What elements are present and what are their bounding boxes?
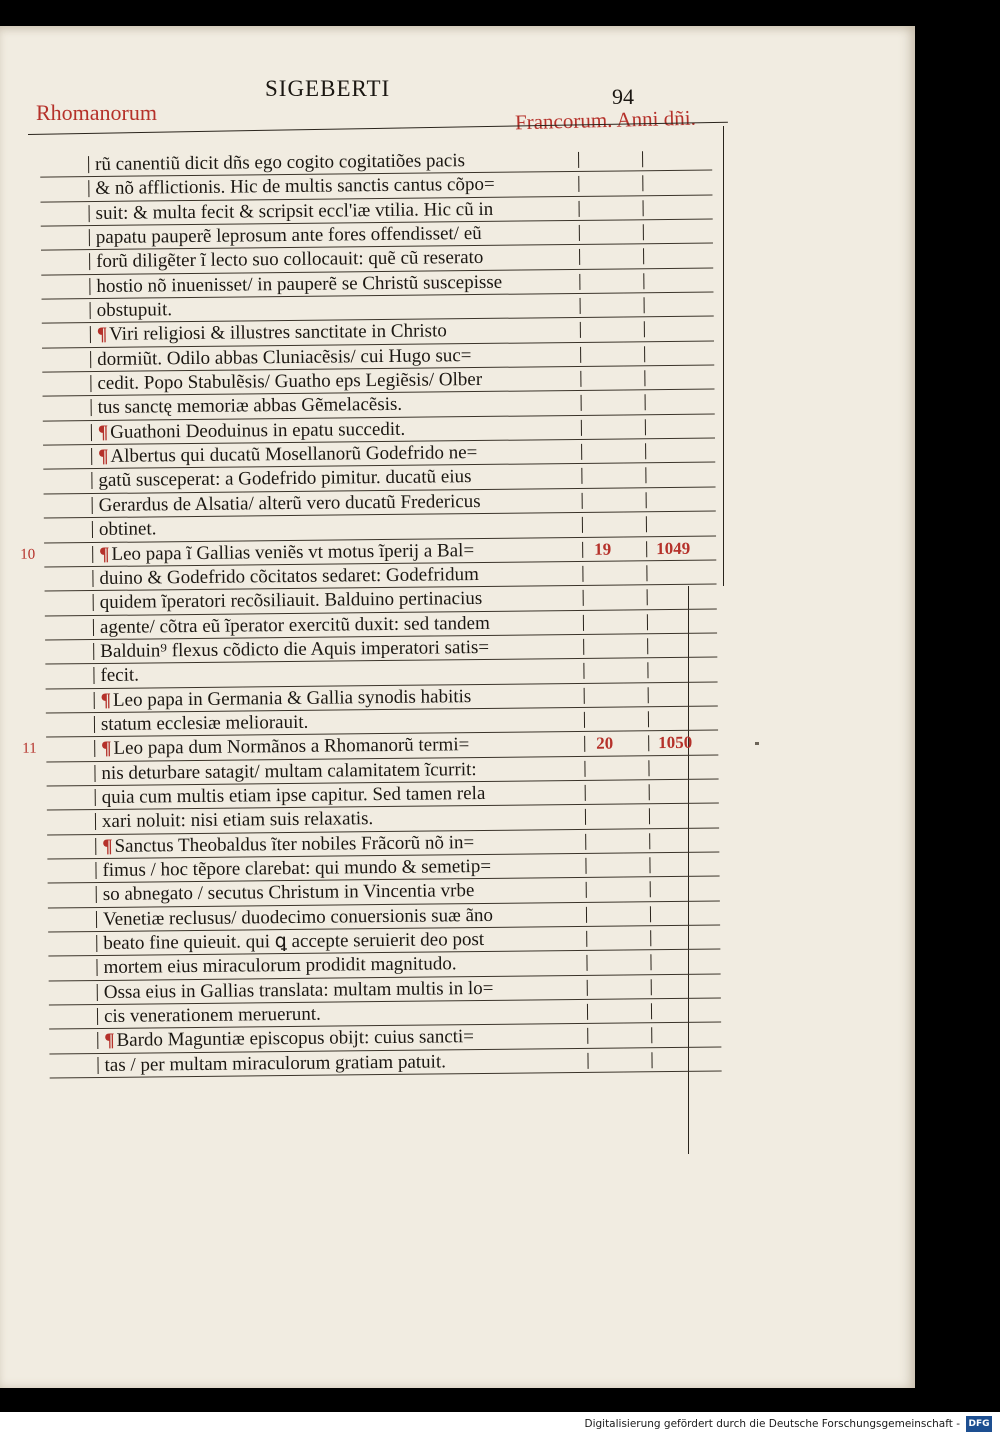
margin-bar: [97, 1057, 98, 1074]
column-bar: [647, 662, 648, 678]
line-text: [102, 807, 373, 833]
line-text: [100, 611, 490, 638]
column-bar: [644, 322, 645, 338]
line-text: [95, 173, 495, 200]
column-bar: [650, 930, 651, 946]
margin-bar: [97, 1008, 98, 1025]
column-bar: [647, 638, 648, 654]
margin-bar: [96, 886, 97, 903]
margin-bar: [97, 984, 98, 1001]
column-bar: [643, 273, 644, 289]
line-content: papatu pauperẽ leprosum ante fores offendisset/ eũ: [95, 222, 482, 249]
line-text: [95, 149, 465, 176]
column-bar: [586, 931, 587, 947]
line-text: [100, 636, 489, 663]
line-content: Albertus qui ducatũ Mosellanorũ Godefrido ne=: [110, 442, 478, 467]
pontificate-year: 11: [22, 740, 37, 758]
margin-bar: [90, 302, 91, 319]
margin-bar: [95, 813, 96, 830]
line-content: mortem eius miraculorum prodidit magnitudo.: [103, 953, 457, 979]
column-bar: [645, 443, 646, 459]
line-content: quidem ĩperatori recõsiliauit. Balduino pertinacius: [99, 588, 483, 614]
margin-bar: [88, 156, 89, 173]
column-bar: [642, 176, 643, 192]
line-text: [98, 393, 403, 419]
margin-bar: [90, 351, 91, 368]
line-content: Leo papa in Germania & Gallia synodis habitis: [112, 685, 472, 711]
column-bar: [585, 809, 586, 825]
column-bar: [587, 980, 588, 996]
chronicle-text: [0, 146, 770, 1079]
column-bar: [579, 225, 580, 241]
line-text: [96, 222, 482, 249]
line-content: cis venerationem meruerunt.: [103, 1003, 321, 1027]
line-text: [101, 758, 476, 785]
reign-year: 20: [596, 733, 614, 754]
line-content: beato fine quieuit. qui ꝗ accepte seruierit deo post: [103, 928, 485, 954]
column-bar: [587, 1004, 588, 1020]
column-bar: [648, 711, 649, 727]
margin-bar: [95, 838, 96, 855]
margin-bar: [91, 399, 92, 416]
margin-bar: [89, 278, 90, 295]
line-text: [104, 1025, 474, 1052]
line-content: duino & Godefrido cõcitatos sedaret: Godefridum: [99, 563, 479, 589]
line-text: [103, 904, 493, 931]
column-bar: [580, 347, 581, 363]
line-text: [104, 977, 494, 1004]
line-text: [99, 490, 481, 517]
line-content: xari noluit: nisi etiam suis relaxatis.: [101, 808, 374, 833]
line-text: [104, 1003, 321, 1028]
column-bar: [583, 663, 584, 679]
line-content: Guathoni Deoduinus in epatu succedit.: [110, 418, 406, 443]
column-bar: [578, 152, 579, 168]
line-content: Leo papa dum Normãnos a Rhomanorũ termi=: [113, 734, 470, 760]
line-content: Sanctus Theobaldus ĩter nobiles Frãcorũ nõ in=: [114, 831, 475, 857]
line-content: obstupuit.: [96, 299, 173, 322]
margin-bar: [95, 862, 96, 879]
column-bar: [584, 760, 585, 776]
line-text: [97, 298, 173, 322]
funding-credit: Digitalisierung gefördert durch die Deutsche Forschungsgemeinschaft -: [584, 1418, 960, 1430]
line-content: Leo papa ĩ Gallias veniẽs vt motus ĩperij a Bal=: [111, 539, 475, 565]
pontificate-year: 10: [20, 546, 36, 563]
column-bar: [646, 492, 647, 508]
margin-bar: [96, 959, 97, 976]
line-text: [99, 518, 157, 542]
column-bar: [581, 420, 582, 436]
column-bar: [649, 809, 650, 825]
column-bar: [646, 541, 647, 557]
margin-bar: [89, 253, 90, 270]
pilcrow-icon: ¶: [99, 543, 110, 565]
line-text: [98, 418, 405, 444]
left-column-heading: Rhomanorum: [36, 100, 157, 125]
column-bar: [647, 589, 648, 605]
line-text: [101, 685, 472, 712]
line-content: fimus / hoc tẽpore clarebat: qui mundo & semetip=: [102, 855, 492, 881]
line-content: dormiũt. Odilo abbas Cluniacẽsis/ cui Hugo suc=: [97, 344, 472, 370]
column-bar: [582, 493, 583, 509]
margin-bar: [94, 692, 95, 709]
line-content: tus sanctę memoriæ abbas Gẽmelacẽsis.: [97, 394, 403, 419]
column-bar: [643, 224, 644, 240]
line-content: Balduin⁹ flexus cõdicto die Aquis imperatori satis=: [100, 636, 490, 662]
pilcrow-icon: ¶: [98, 446, 109, 468]
line-text: [96, 198, 494, 225]
column-bar: [585, 834, 586, 850]
column-bar: [584, 687, 585, 703]
margin-bar: [91, 473, 92, 490]
margin-bar: [95, 789, 96, 806]
column-bar: [587, 1028, 588, 1044]
margin-bar: [93, 619, 94, 636]
book-page: [0, 26, 915, 1388]
margin-bar: [92, 497, 93, 514]
line-content: gatũ susceperat: a Godefrido pimitur. ducatũ eius: [98, 466, 472, 492]
column-bar: [645, 419, 646, 435]
margin-bar: [94, 740, 95, 757]
column-bar: [581, 395, 582, 411]
line-text: [101, 733, 469, 760]
column-bar: [578, 176, 579, 192]
column-bar: [583, 614, 584, 630]
column-bar: [648, 687, 649, 703]
margin-bar: [93, 643, 94, 660]
column-bar: [651, 1052, 652, 1068]
pilcrow-icon: ¶: [96, 324, 108, 346]
column-bar: [585, 858, 586, 874]
column-bar: [651, 1003, 652, 1019]
margin-bar: [94, 765, 95, 782]
margin-bar: [97, 1032, 98, 1049]
line-text: [98, 441, 477, 468]
line-text: [103, 928, 484, 955]
line-content: so abnegato / secutus Christum in Vincentia vrbe: [102, 880, 475, 906]
line-text: [97, 368, 482, 395]
line-content: rũ canentiũ dicit dñs ego cogito cogitatiões pacis: [95, 150, 466, 176]
line-content: nis deturbare satagit/ multam calamitatem ĩcurrit:: [101, 758, 477, 784]
line-content: agente/ cõtra eũ ĩperator exercitũ duxit: sed tandem: [99, 612, 490, 638]
column-bar: [650, 882, 651, 898]
column-bar: [644, 370, 645, 386]
column-bar: [585, 785, 586, 801]
line-content: obtinet.: [98, 518, 157, 541]
column-bar: [587, 1053, 588, 1069]
column-bar: [650, 906, 651, 922]
line-text: [104, 1050, 446, 1077]
column-bar: [584, 736, 585, 752]
line-content: fecit.: [100, 664, 140, 687]
column-bar: [580, 322, 581, 338]
column-bar: [582, 566, 583, 582]
margin-bar: [91, 448, 92, 465]
margin-bar: [96, 911, 97, 928]
line-text: [102, 782, 486, 809]
column-bar: [582, 541, 583, 557]
column-bar: [649, 857, 650, 873]
line-content: Venetiæ reclusus/ duodecimo conuersionis suæ ãno: [102, 904, 494, 930]
column-bar: [644, 346, 645, 362]
column-bar: [581, 468, 582, 484]
dfg-logo: DFG: [966, 1416, 992, 1432]
margin-bar: [92, 570, 93, 587]
margin-bar: [90, 326, 91, 343]
line-text: [96, 246, 483, 273]
line-text: [97, 320, 447, 347]
column-bar: [583, 639, 584, 655]
column-bar: [642, 151, 643, 167]
line-content: forũ diligẽter ĩ lecto suo collocauit: quẽ cũ reserato: [96, 247, 484, 273]
footer-bar: [0, 1412, 1000, 1438]
margin-bar: [92, 521, 93, 538]
pilcrow-icon: ¶: [102, 835, 113, 857]
column-bar: [584, 712, 585, 728]
margin-bar: [93, 667, 94, 684]
folio-number: 94: [612, 84, 634, 109]
line-text: [103, 953, 456, 980]
line-text: [96, 270, 502, 297]
pilcrow-icon: ¶: [97, 421, 109, 443]
column-bar: [646, 516, 647, 532]
line-content: cedit. Popo Stabulẽsis/ Guatho eps Legiẽsis/ Olber: [97, 369, 483, 395]
line-content: & nõ afflictionis. Hic de multis sanctis cantus cõpo=: [95, 174, 495, 200]
line-text: [101, 711, 309, 736]
column-bar: [651, 979, 652, 995]
column-bar: [579, 201, 580, 217]
line-text: [97, 344, 472, 371]
margin-bar: [90, 375, 91, 392]
right-column-heading: Francorum. Anni dñi.: [514, 105, 697, 135]
line-content: Bardo Maguntiæ episcopus obijt: cuius sancti=: [116, 1026, 475, 1052]
line-text: [100, 587, 483, 614]
column-bar: [580, 371, 581, 387]
line-content: Viri religiosi & illustres sanctitate in Christo: [109, 320, 447, 346]
line-content: tas / per multam miraculorum gratiam patuit.: [104, 1051, 447, 1076]
column-bar: [583, 590, 584, 606]
line-content: hostio nõ inuenisset/ in pauperẽ se Christũ suscepisse: [96, 271, 503, 297]
reign-year: 19: [594, 539, 612, 559]
column-bar: [643, 249, 644, 265]
column-bar: [647, 614, 648, 630]
running-title: SIGEBERTI: [265, 76, 391, 101]
margin-bar: [89, 205, 90, 222]
line-text: [99, 539, 474, 566]
column-bar: [651, 1028, 652, 1044]
margin-bar: [96, 935, 97, 952]
column-bar: [586, 907, 587, 923]
column-bar: [643, 200, 644, 216]
column-bar: [586, 955, 587, 971]
anno-domini: 1050: [658, 733, 693, 753]
anno-domini: 1049: [656, 538, 691, 558]
margin-bar: [88, 180, 89, 197]
column-bar: [580, 298, 581, 314]
line-content: suit: & multa fecit & scripsit eccl'iæ vtilia. Hic cũ in: [95, 198, 494, 224]
line-content: Ossa eius in Gallias translata: multam multis in lo=: [103, 977, 494, 1003]
column-bar: [645, 468, 646, 484]
margin-bar: [92, 546, 93, 563]
line-text: [99, 563, 479, 590]
column-bar: [646, 565, 647, 581]
line-content: statum ecclesiæ meliorauit.: [100, 711, 309, 735]
line-text: [98, 466, 471, 493]
column-bar: [650, 955, 651, 971]
column-bar: [649, 833, 650, 849]
margin-bar: [89, 229, 90, 246]
line-text: [102, 831, 474, 858]
line-text: [103, 879, 475, 906]
pilcrow-icon: ¶: [100, 689, 112, 711]
column-bar: [648, 735, 649, 751]
margin-bar: [94, 716, 95, 733]
line-text: [100, 664, 139, 687]
column-bar: [648, 760, 649, 776]
column-bar: [581, 444, 582, 460]
column-bar: [586, 882, 587, 898]
margin-bar: [93, 594, 94, 611]
column-bar: [644, 297, 645, 313]
pilcrow-icon: ¶: [104, 1030, 115, 1052]
margin-bar: [91, 424, 92, 441]
column-bar: [649, 784, 650, 800]
column-bar: [579, 274, 580, 290]
column-bar: [645, 395, 646, 411]
line-text: [102, 855, 491, 882]
pilcrow-icon: ¶: [101, 738, 112, 760]
column-bar: [582, 517, 583, 533]
column-bar: [579, 249, 580, 265]
line-content: quia cum multis etiam ipse capitur. Sed tamen rela: [101, 782, 486, 808]
line-content: Gerardus de Alsatia/ alterũ vero ducatũ Fredericus: [98, 490, 481, 516]
